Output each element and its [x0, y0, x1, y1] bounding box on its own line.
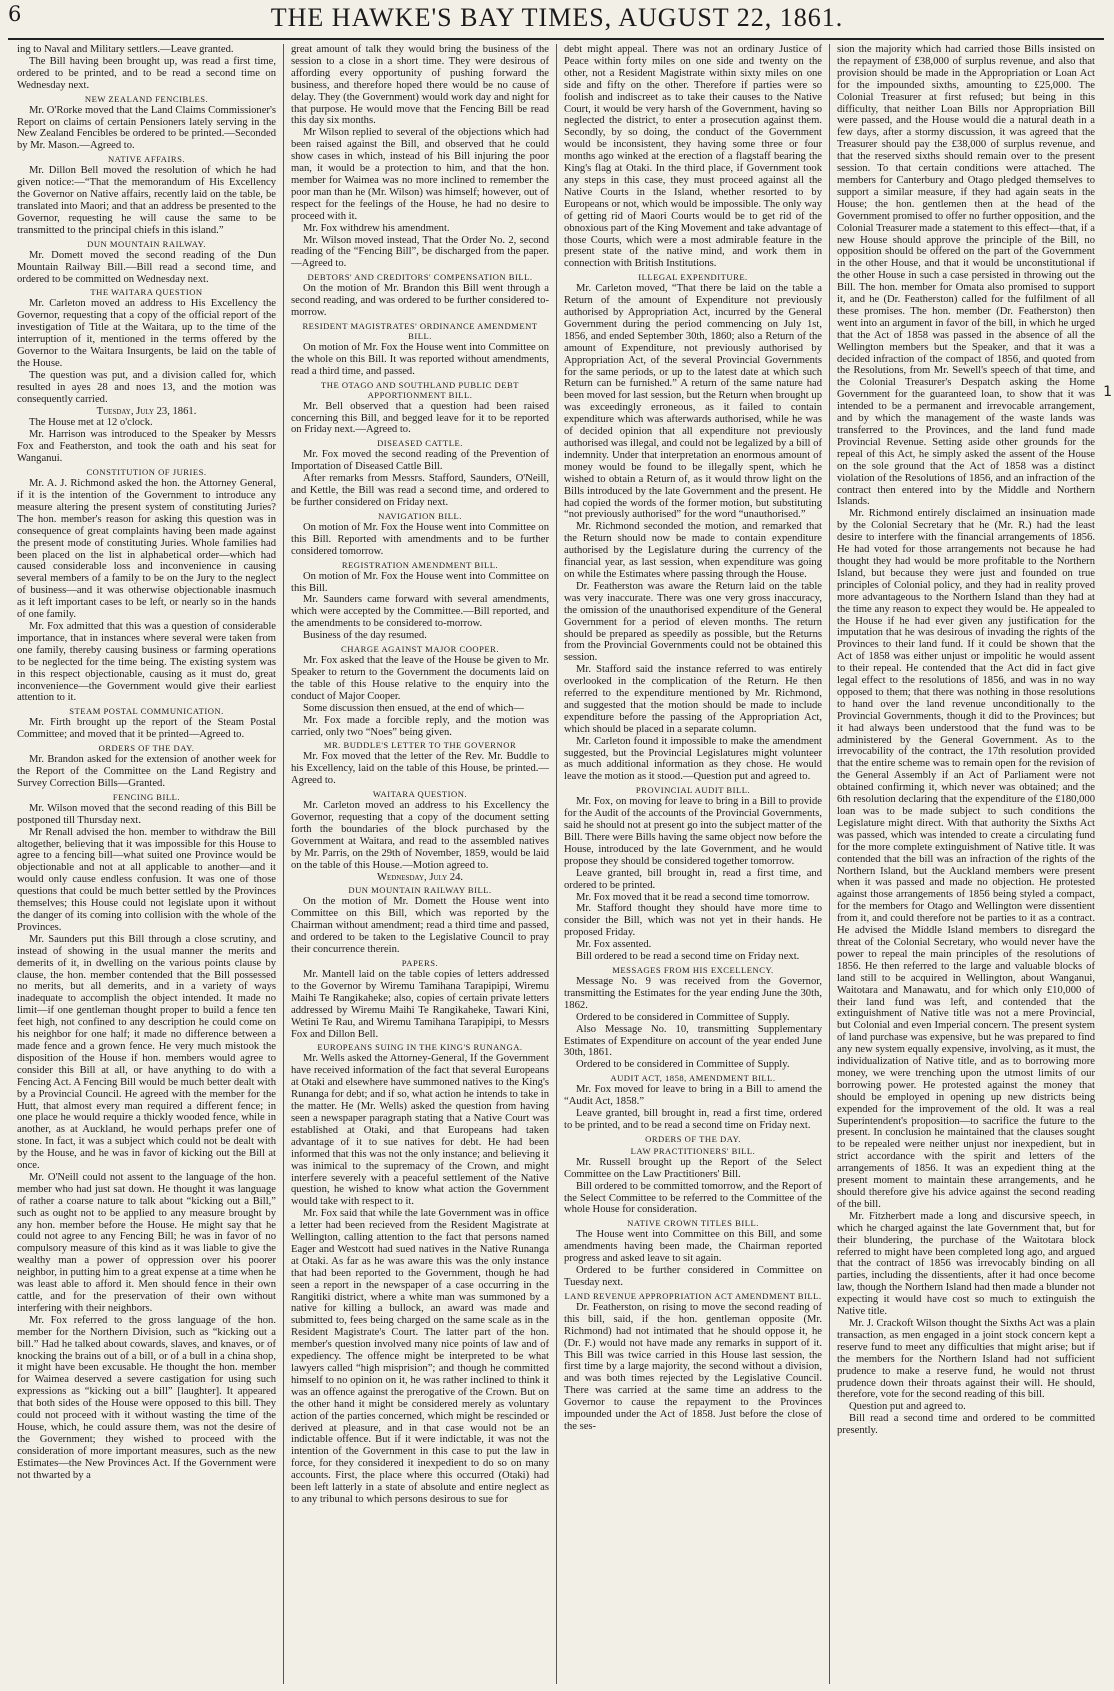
section-heading: EUROPEANS SUING IN THE KING'S RUNANGA. — [317, 1042, 523, 1053]
section-heading: ILLEGAL EXPENDITURE. — [638, 272, 748, 283]
paragraph: Mr. Russell brought up the Report of the Select Committee on the Law Practitioners' Bill. — [564, 1156, 822, 1180]
paragraph: On motion of Mr. Fox the House went into Committee on this Bill. — [291, 570, 549, 594]
paragraph: Mr Renall advised the hon. member to withdraw the Bill altogether, believing that it was impossible for this House to agree to a fencing bill—what suited one Province would be objectionable and not at all applicable to another—and it would only cause endless confusion. It was one of those questions that could be much better settled by the Provinces themselves; this House could not legislate upon it without the danger of its coming into collision with the whole of the Provinces. — [17, 826, 276, 933]
paragraph: Mr. Harrison was introduced to the Speaker by Messrs Fox and Featherston, and took the oath and his seat for Wanganui. — [17, 429, 276, 465]
section-heading: ORDERS OF THE DAY. — [98, 743, 195, 754]
section-heading: STEAM POSTAL COMMUNICATION. — [69, 706, 224, 717]
paragraph: Some discussion then ensued, at the end of which— — [303, 702, 524, 714]
section-heading: REGISTRATION AMENDMENT BILL. — [341, 559, 499, 570]
section-heading: DEBTORS' AND CREDITORS' COMPENSATION BILL. — [307, 272, 533, 283]
section-heading: NATIVE AFFAIRS. — [107, 154, 186, 165]
paragraph: debt might appeal. There was not an ordinary Justice of Peace within forty miles on one side and twenty on the other, not a Resident Magistrate within sixty miles on one side and fifty on the other. Therefore if parties were so foolish and indiscreet as to take their causes to the Native Court, it would be very harsh of the Government, having so neglected the district, to enter a prosecution against them. Secondly, by so doing, the conduct of the Government would be inconsistent, they having some three or four months ago winked at the erection of a flagstaff bearing the King's flag at Otaki. In the third place, if Government took any steps in this case, they must proceed against all the Native Courts in the Island, whether resorted to by Europeans or not, which would be impossible. The only way of getting rid of Maori Courts would be to get rid of the obnoxious part of the King Movement and take advantage of those Courts, which were a most admirable feature in the present state of the native mind, and work them in connection with British Institutions. — [564, 44, 823, 270]
masthead — [0, 0, 1114, 38]
section-heading: DISEASED CATTLE. — [377, 438, 463, 449]
newspaper-title: THE HAWKE'S BAY TIMES, AUGUST 22, 1861. — [270, 3, 844, 32]
paragraph: On the motion of Mr. Brandon this Bill went through a second reading, and was ordered to be further considered to-morrow. — [291, 283, 549, 319]
paragraph: After remarks from Messrs. Stafford, Saunders, O'Neill, and Kettle, the Bill was read a second time, and ordered to be further considered on Friday next. — [291, 473, 549, 508]
paragraph: Mr. A. J. Richmond asked the hon. the Attorney General, if it is the intention of the Government to introduce any measure altering the present system of constituting Juries? The hon. member's reason for asking this question was in consequence of great complaints having been made against the present mode of constituting Juries. Whole families had been placed on the list in alphabetical order—which had caused considerable loss and inconvenience in causing several members of a family to be on the Jury to the neglect of business—and it was otherwise objectionable inasmuch as it left important cases to be left, or nearly so in the hands of one family. — [17, 478, 276, 621]
paragraph: The Bill having been brought up, was read a first time, ordered to be printed, and to be read a second time on Wednesday next. — [17, 55, 276, 91]
paragraph: Mr. O'Rorke moved that the Land Claims Commissioner's Report on claims of certain Pensioners lately serving in the New Zealand Fencibles be ordered to be printed.—Seconded by Mr. Mason.—Agreed to. — [17, 104, 276, 152]
paragraph: Mr. Fox said that while the late Government was in office a letter had been recieved from the Resident Magistrate at Wellington, calling attention to the fact that persons named Eager and Westcott had sued natives in the Native Runanga at Otaki. As far as he was aware this was the only instance that had been reported to the Government, though he had seen a report in the newspaper of a case occurring in the Rangitiki district, where a white man was summoned by a native for killing a bullock, an award was made and submitted to, fees being charged on the same scale as in the Resident Magistrate's Court. The latter part of the hon. member's question involved many nice points of law and of expediency. The offence might be interpreted to be what lawyers called “high misprision”; and though he committed himself to no opinion on it, he was rather inclined to think it was an offence against the prerogative of the Crown. But on the other hand it might be considered merely as voluntary action of the parties concerned, which might be rescinded or derived at pleasure, and in that case would not be an indictable offence. But if it were indictable, it was not the intention of the Government in this case to put the law in force, for they considered it inexpedient to do so on many accounts. First, the place where this occurred (Otaki) had been left latterly in a state of absolute and entire neglect as to any tribunal to which persons desirous to sue for — [291, 1208, 549, 1505]
section-heading: THE WAITARA QUESTION — [90, 287, 203, 298]
paragraph: Bill ordered to be read a second time on Friday next. — [576, 951, 800, 963]
paragraph: Mr. Fox assented. — [576, 939, 652, 951]
masthead-rule — [8, 38, 1104, 40]
section-heading: DUN MOUNTAIN RAILWAY. — [87, 238, 206, 249]
section-heading: WAITARA QUESTION. — [372, 789, 468, 800]
paragraph: Mr. Firth brought up the report of the Steam Postal Committee; and moved that it be printed—Agreed to. — [17, 717, 276, 741]
session-date: Tuesday, July 23, 1861. — [96, 405, 197, 417]
column-4 — [829, 44, 1102, 1684]
paragraph: Mr. Dillon Bell moved the resolution of which he had given notice:—“That the memorandum of His Excellency the Governor on Native affairs, recently laid on the table, be translated into Maori; and that an address be presented to the Governor, requesting he will cause the same to be transmitted to the principal chiefs in this island.” — [17, 165, 276, 236]
paragraph: The House met at 12 o'clock. — [29, 417, 153, 429]
paragraph: Mr. Carleton moved, “That there be laid on the table a Return of the amount of Expenditure not previously authorised by Appropriation Act, incurred by the General Government during the period commencing on July 1st, 1856, and ended September 30th, 1860; also a Return of the amount of Expenditure, not previously authorised by Appropriation Act, of the several Provincial Governments for the same periods, or up to the latest date at which such Return can be furnished.” A return of the same nature had been moved for last session, but the Return when brought up was exceedingly erroneous, as it failed to contain expenditure which was afterwards authorised, while he was of decided opinion that all expenditure not previously authorised was illegal, and could not be legalized by a bill of indemnity. Under that interpretation an enormous amount of money would be found to be illegally spent, which he wished to obtain a Return of, as it would throw light on the Bills introduced by the late Government and the present. He had copied the words of the former motion, but substituting “not previously authorised” for the word “unauthorised.” — [564, 283, 822, 521]
column-2 — [283, 44, 556, 1684]
column-1 — [10, 44, 283, 1684]
paragraph: Mr. Fitzherbert made a long and discursive speech, in which he charged against the late Government that, but for their blundering, the purchase of the Waitotara block referred to might have been completed long ago, and argued that the contract of 1856 was irrevocably binding on all parties, including the dissentients, after it had once become law, though the Northern Island had then made a blunder not expecting it would have cost so much to extinguish the Native title. — [837, 1210, 1095, 1318]
paragraph: sion the majority which had carried those Bills insisted on the repayment of £38,000 of surplus revenue, and also that provision should be made in the Appropriation or Loan Act for the impounded sixths, amounting to £25,000. The Colonial Treasurer at first refused; but being in this difficulty, that neither Loan Bills nor Appropriation Bill were passed, and the House would die a natural death in a few days, after a stormy discussion, it was agreed that the Treasurer should pay the £38,000 of surplus revenue, and that the reserved sixths should remain over to the present session. To that certain conditions were attached. The members for Canterbury and Otago pledged themselves to support a similar measure, if they had again seats in the House; the hon. gentlemen then at the head of the Government promised to offer no further opposition, and the Colonial Treasurer made a statement to this effect—that, if a new House should approve the principle of the Bill, no opposition should be offered on the part of the Government in the other House, and that it would be unconstitutional if the other House in such a case persisted in throwing out the Bill. The hon. member for Omata also promised to support it, and he (Dr. Featherston) called for the fulfilment of all these promises. The hon. member (Dr. Featherston) then went into an argument in favor of the bill, in which he urged that the Act of 1858 was passed in the absence of all the Wellington members but the Speaker, and that it was a decided infraction of the compact of 1856, and quoted from the Resolutions, from Mr. Sewell's speech of that time, and the Colonial Treasurer's Despatch asking the Home Government for the guaranteed loan, to show that it was intended to be a permanent and irrevocable arrangement, and by which the management of the waste lands was transferred to the Provinces, and the land fund made Provincial Revenue. Setting aside other grounds for the repeal of this Act, he simply asked the assent of the House on the sole ground that the Act of 1858 was a distinct violation of the Resolutions of 1856, and an infraction of the contract then entered into by the Middle and Northern Islands. — [837, 44, 1095, 508]
paragraph: Business of the day resumed. — [303, 630, 427, 642]
paragraph: Mr. Fox withdrew his amendment. — [303, 222, 450, 234]
paragraph: Mr. Stafford said the instance referred to was entirely overlooked in the complication of the Return. He then referred to the expenditure mentioned by Mr. Richmond, and suggested that the motion should be made to include expenditure before the passing of the Appropriation Act, which should be placed in a separate column. — [564, 664, 822, 735]
paragraph: Mr. Carleton moved an address to his Excellency the Governor, requesting that a copy of the document setting forth the boundaries of the block purchased by the Government at Waitara, and read to the assembled natives by Mr. Parris, on the 29th of November, 1859, would be laid on the table of this House.—Motion agreed to. — [291, 800, 549, 871]
paragraph: Leave granted, bill brought in, read a first time, and ordered to be printed. — [564, 867, 822, 891]
paragraph: Mr. Stafford thought they should have more time to consider the Bill, which was not yet in their hands. He proposed Friday. — [564, 903, 822, 939]
paragraph: Mr. Fox moved that it be read a second time tomorrow. — [576, 891, 810, 903]
paragraph: Mr. Carleton found it impossible to make the amendment suggested, but the Provincial Legislatures might volunteer as much additional information as they chose. He would leave the motion as it stood.—Question put and agreed to. — [564, 735, 822, 783]
paragraph: Mr. Fox moved that the letter of the Rev. Mr. Buddle to his Excellency, laid on the table of this House, be printed.—Agreed to. — [291, 751, 549, 787]
paragraph: The House went into Committee on this Bill, and some amendments having been made, the Chairman reported progress and asked leave to sit again. — [564, 1229, 822, 1265]
section-heading: NEW ZEALAND FENCIBLES. — [84, 93, 209, 104]
paragraph: Bill ordered to be committed tomorrow, and the Report of the Select Committee to be referred to the Committee of the whole House for consideration. — [564, 1180, 822, 1216]
paragraph: Mr. Richmond seconded the motion, and remarked that the Return should now be made to contain expenditure authorised by the Legislature during the currency of the financial year, as last session, when expenditure was going on while the Estimates where passing through the House. — [564, 521, 822, 580]
paragraph: Question put and agreed to. — [849, 1401, 966, 1413]
section-heading: AUDIT ACT, 1858, AMENDMENT BILL. — [610, 1073, 776, 1084]
margin-mark: 1 — [1103, 384, 1112, 400]
section-heading: CHARGE AGAINST MAJOR COOPER. — [340, 644, 500, 655]
paragraph: Mr. Carleton moved an address to His Excellency the Governor, requesting that a copy of the official report of the investigation of Title at the Waitara, up to the time of the interruption of it, mentioned in the terms offered by the Governor to the Waitara Insurgents, be laid on the table of the House. — [17, 298, 276, 369]
paragraph: Mr. J. Crackoft Wilson thought the Sixths Act was a plain transaction, as men engaged in a joint stock concern kept a reserve fund to meet any difficulties that might arise; but if the members for the Northern Island had not sufficient prudence to make a reserve fund, he would not thrust prudence down their throats against their will. He should, therefore, vote for the second reading of this bill. — [837, 1317, 1095, 1401]
paragraph: Ordered to be considered in Committee of Supply. — [576, 1011, 790, 1023]
paragraph: Mr. Fox moved for leave to bring in a Bill to amend the “Audit Act, 1858.” — [564, 1084, 822, 1108]
paragraph: Mr. Wells asked the Attorney-General, If the Government have received information of the fact that several Europeans at Otaki and elsewhere have summoned natives to the King's Runanga for debt; and if so, what action he intends to take in the matter. He (Mr. Wells) asked the question from having seen a newspaper paragraph stating that a Native Court was established at Otaki, and that Europeans had taken advantage of it to sue natives for debt. He had been informed that this was not the only instance; and believing it was inimical to the supremacy of the Crown, and might interfere severely with a peaceful settlement of the Native question, he wished to know what action the Government would take with respect to it. — [291, 1053, 550, 1208]
paragraph: Leave granted, bill brought in, read a first time, ordered to be printed, and to be read a second time on Friday next. — [564, 1108, 822, 1131]
paragraph: Mr. Fox referred to the gross language of the hon. member for the Northern Division, such as “kicking out a bill.” Had he talked about cowards, slaves, and knaves, or of knocking the brains out of a bill, or of a bull in a china shop, it might have been excusable. He thought the hon. member for Waimea deserved a severe castigation for using such expressions as “kicking out a bill” [laughter]. It appeared that both sides of the House were opposed to this bill. They could not proceed with it without wasting the time of the House, which, he could assure them, was not the desire of the Government; they wished to proceed with the consideration of more important measures, such as the new Estimates—the New Provinces Act. If the Government were not thwarted by a — [17, 1314, 276, 1481]
column-3 — [556, 44, 829, 1684]
paragraph: Also Message No. 10, transmitting Supplementary Estimates of Expenditure on account of the year ended June 30th, 1861. — [564, 1023, 822, 1059]
section-heading: ORDERS OF THE DAY. — [645, 1133, 741, 1144]
paragraph: Mr. Brandon asked for the extension of another week for the Report of the Committee on the Land Registry and Survey Correction Bills—Granted. — [17, 754, 276, 789]
paragraph: Mr. Fox moved the second reading of the Prevention of Importation of Diseased Cattle Bill. — [291, 449, 549, 473]
paragraph: Bill read a second time and ordered to be committed presently. — [837, 1413, 1095, 1437]
paragraph: Mr. Saunders came forward with several amendments, which were accepted by the Committee.—Bill reported, and the amendments to be considered to-morrow. — [291, 594, 549, 630]
paragraph: Ordered to be considered in Committee of Supply. — [576, 1059, 790, 1071]
paragraph: Mr. Fox, on moving for leave to bring in a Bill to provide for the Audit of the accounts of the Provincial Governments, said he should not at present go into the subject matter of the Bill. There were Bills having the same object now before the House, introduced by the late Government, and he would propose they should be considered together tomorrow. — [564, 796, 822, 867]
section-heading: RESIDENT MAGISTRATES' ORDINANCE AMENDMENT BILL. — [302, 320, 538, 341]
paragraph: Mr. Wilson moved that the second reading of this Bill be postponed till Thursday next. — [17, 802, 276, 826]
page-number: 6 — [8, 2, 22, 26]
paragraph: Mr. Fox asked that the leave of the House be given to Mr. Speaker to return to the Government the documents laid on the table of this House relative to the enquiry into the conduct of Major Cooper. — [291, 655, 549, 702]
paragraph: Dr. Featherston was aware the Return laid on the table was very inaccurate. There was one very gross inaccuracy, the omission of the unauthorised expenditure of the General Government for a period of eleven months. The return should be prepared as speedily as possible, but the Returns from the Provincial Governments could not be obtained this session. — [564, 580, 822, 664]
section-heading: MR. BUDDLE'S LETTER TO THE GOVERNOR — [323, 740, 517, 751]
section-heading: MESSAGES FROM HIS EXCELLENCY. — [612, 964, 774, 975]
session-date: Wednesday, July 24. — [376, 871, 464, 883]
paragraph: Mr. Fox admitted that this was a question of considerable importance, that in instances where several were taken from one family, thereby causing business or farming operations to be neglected for the time being. The existing system was in this respect objectionable, causing as it must do, great inconvenience—the Government would give their earliest attention to it. — [17, 620, 276, 704]
paragraph: Mr. Mantell laid on the table copies of letters addressed to the Governor by Wiremu Tamihana Tarapipipi, Wiremu Maihi Te Rangikaheke; also, copies of certain private letters addressed by Wiremu Maihi Te Rangikaheke, Tawari Kini, Wetini Te Rau, and Wiremu Tamihana Tarapipipi, to Messrs Fox and Dillon Bell. — [291, 969, 549, 1040]
section-heading: PAPERS. — [401, 958, 439, 968]
columns-container — [10, 44, 1102, 1684]
paragraph: Mr. Saunders put this Bill through a close scrutiny, and instead of showing in the usual manner the merits and demerits of it, in dwelling on the various points clause by clause, the hon. member contended that the Bill possessed no merits, but all demerits, and in a variety of ways inadequate to accomplish the object intended. It made no limit—if one gentleman thought proper to build a fence ten feet high, not confined to any description he could come on his neighbor for one half; it made no difference between a made fence and a grown fence. He very much mistook the disposition of the House if hon. members would agree to consider this Bill at all, or have anything to do with a Fencing Act. A Fencing Bill would be much better dealt with by a Provincial Council. He agreed with the member for the Hutt, that almost every man required a different fence; in one place he would require a thickly wooded fence, while in another, as at Auckland, he would perhaps prefer one of stone. In fact, it was a subject which could not be dealt with by the House, and he was in favor of kicking out the Bill at once. — [17, 933, 276, 1172]
paragraph: Mr. Wilson moved instead, That the Order No. 2, second reading of the “Fencing Bill”, be discharged from the paper.—Agreed to. — [291, 234, 549, 270]
paragraph: On motion of Mr. Fox the House went into Committee on the whole on this Bill. It was reported without amendments, read a third time, and passed. — [291, 341, 549, 377]
section-heading: NATIVE CROWN TITLES BILL. — [627, 1218, 759, 1229]
section-heading: CONSTITUTION OF JURIES. — [86, 467, 207, 478]
section-heading: THE OTAGO AND SOUTHLAND PUBLIC DEBT APPORTIONMENT BILL. — [321, 379, 519, 400]
section-heading: FENCING BILL. — [112, 791, 181, 802]
section-heading: DUN MOUNTAIN RAILWAY BILL. — [348, 885, 492, 896]
section-heading: LAND REVENUE APPROPRIATION ACT AMENDMENT BILL. — [564, 1290, 822, 1301]
paragraph: The question was put, and a division called for, which resulted in ayes 28 and noes 13, and the motion was consequently carried. — [17, 369, 276, 405]
paragraph: Mr Wilson replied to several of the objections which had been raised against the Bill, and observed that he could show cases in which, instead of his Bill injuring the poor man, it would be a protection to him, and that the hon. member for Waimea was no more inclined to remember the poor man than he (Mr. Wilson) was himself; however, out of respect for the feelings of the House, he had no desire to proceed with it. — [291, 127, 549, 222]
paragraph: Message No. 9 was received from the Governor, transmitting the Estimates for the year ending June the 30th, 1862. — [564, 975, 822, 1011]
paragraph: On the motion of Mr. Domett the House went into Committee on this Bill, which was reported by the Chairman without amendment; read a third time and passed, and ordered to be taken to the Legislative Council to pray their concurrence therein. — [291, 896, 549, 956]
paragraph: Mr. Richmond entirely disclaimed an insinuation made by the Colonial Secretary that he (Mr. R.) had the least desire to interfere with the financial arrangements of 1856. He had voted for those arrangements not because he had thought they had would be more profitable to the Northern Island, but because they were just and founded on true principles of Colonial policy, and they had in reality proved more advantageous to the Northern Island than they had at the time any reason to expect they would be. He appealed to the House if he had ever given any justification for the imputation that he was desirous of invading the rights of the Provinces to their land fund. If it could be shown that the Act of 1858 was either unjust or impolitic he would assent to their repeal. He contended that the Act did in fact give legal effect to the resolutions of 1856, and was in no way opposed to them; that there was nothing in those resolutions to hand over the land revenue unconditionally to the Provincial Governments, though it did to the Provinces; but it had always been understood that the fund was to be administered by the General Government. As to the irrevocability of the contract, the 17th resolution provided that the entire scheme was to remain open for the revision of the General Assembly if an Act of Parliament were not obtained confirming it, which never was obtained; and the 6th resolution declaring that the expenditure of the £180,000 loan was to be made subject to such conditions the Legislature might direct. With that authority the Sixths Act was passed, which was intended to create a circulating fund for the more complete extinguishment of Native title. It was contended that the bill was an infraction of the rights of the Northern Island, but the Auckland members were present when it was passed and made no objection. He protested against those arrangements of 1856 being styled a compact, for the members for Otago and Wellington were dissentient from it, and could therefore not be parties to it as a contract. He advised the Middle Island members to disregard the threat of the Colonial Secretary, who would never have the power to repeal the main principles of the resolutions of 1856. He then referred to the large and valuable blocks of land still to be acquired in Wellington, about Wanganui, Waitotara and Manawatu, and for which only £10,000 of their land fund was left, and contended that the extinguishment of Native title was not a mere Provincial, but Colonial and even Imperial concern. The present system of land purchase was expensive, but he was prepared to find any new system equally expensive, involving, as it must, the individualization of Native title, and as to borrowing more money, we were trenching upon the utmost limits of our borrowing power. He protested against the money that should be employed in opening up new districts being expended for the improvement of the old. It was a real Superintendent's proposition—to sacrifice the future to the present. In conclusion he maintained that the clauses sought to be repealed were neither unjust nor inexpedient, but in strict accordance with the spirit and letters of the arrangements of 1856. It was an expedient thing at the present moment to maintain these arrangements, and he should therefore give his advice against the second reading of the bill. — [837, 508, 1095, 1210]
paragraph: Mr. O'Neill could not assent to the language of the hon. member who had just sat down. He thought it was language of rather a coarse nature to talk about “kicking out a Bill,” such as ought not to be applied to any measure brought by any hon. member before the House. He might say that he could not agree to any Fencing Bill; he was in favor of no compulsory measure of this kind as it was liable to give the wealthy man a power of oppression over his poorer neighbor, in putting him to a great expense at a time when he was least able to afford it. Men should fence in their own cattle, and for the preservation of their own without interfering with their neighbors. — [17, 1171, 276, 1314]
paragraph: great amount of talk they would bring the business of the session to a close in a short time. They were desirous of affording every opportunity of pushing forward the business, and therefore hoped there would be no cause of delay. They (the Government) would work day and night for that purpose. He would move that the Fencing Bill be read this day six months. — [291, 44, 549, 127]
paragraph: Dr. Featherston, on rising to move the second reading of this bill, said, if the hon. gentleman opposite (Mr. Richmond) had not intimated that he should oppose it, he (Dr. F.) would not have made any remarks in support of it. This Bill was twice carried in this House last session, the first time by a large majority, the second without a division, and was both times rejected by the Legislative Council. There was carried at the same time an address to the Governor to cause the repayment to the Provinces impounded under the Act of 1858. Just before the close of the ses- — [564, 1301, 822, 1432]
paragraph: Mr. Domett moved the second reading of the Dun Mountain Railway Bill.—Bill read a second time, and ordered to be committed on Wednesday next. — [17, 249, 276, 285]
paragraph: Mr. Bell observed that a question had been raised concerning this Bill, and begged leave for it to be reported on Friday next.—Agreed to. — [291, 400, 549, 436]
section-heading: PROVINCIAL AUDIT BILL. — [635, 785, 751, 796]
paragraph: ing to Naval and Military settlers.—Leave granted. — [17, 44, 234, 55]
section-heading: LAW PRACTITIONERS' BILL. — [630, 1145, 756, 1156]
section-heading: NAVIGATION BILL. — [378, 510, 462, 521]
paragraph: Mr. Fox made a forcible reply, and the motion was carried, only two “Noes” being given. — [291, 714, 549, 738]
paragraph: On motion of Mr. Fox the House went into Committee on this Bill. Reported with amendments and to be further considered tomorrow. — [291, 521, 549, 557]
paragraph: Ordered to be further considered in Committee on Tuesday next. — [564, 1265, 822, 1288]
